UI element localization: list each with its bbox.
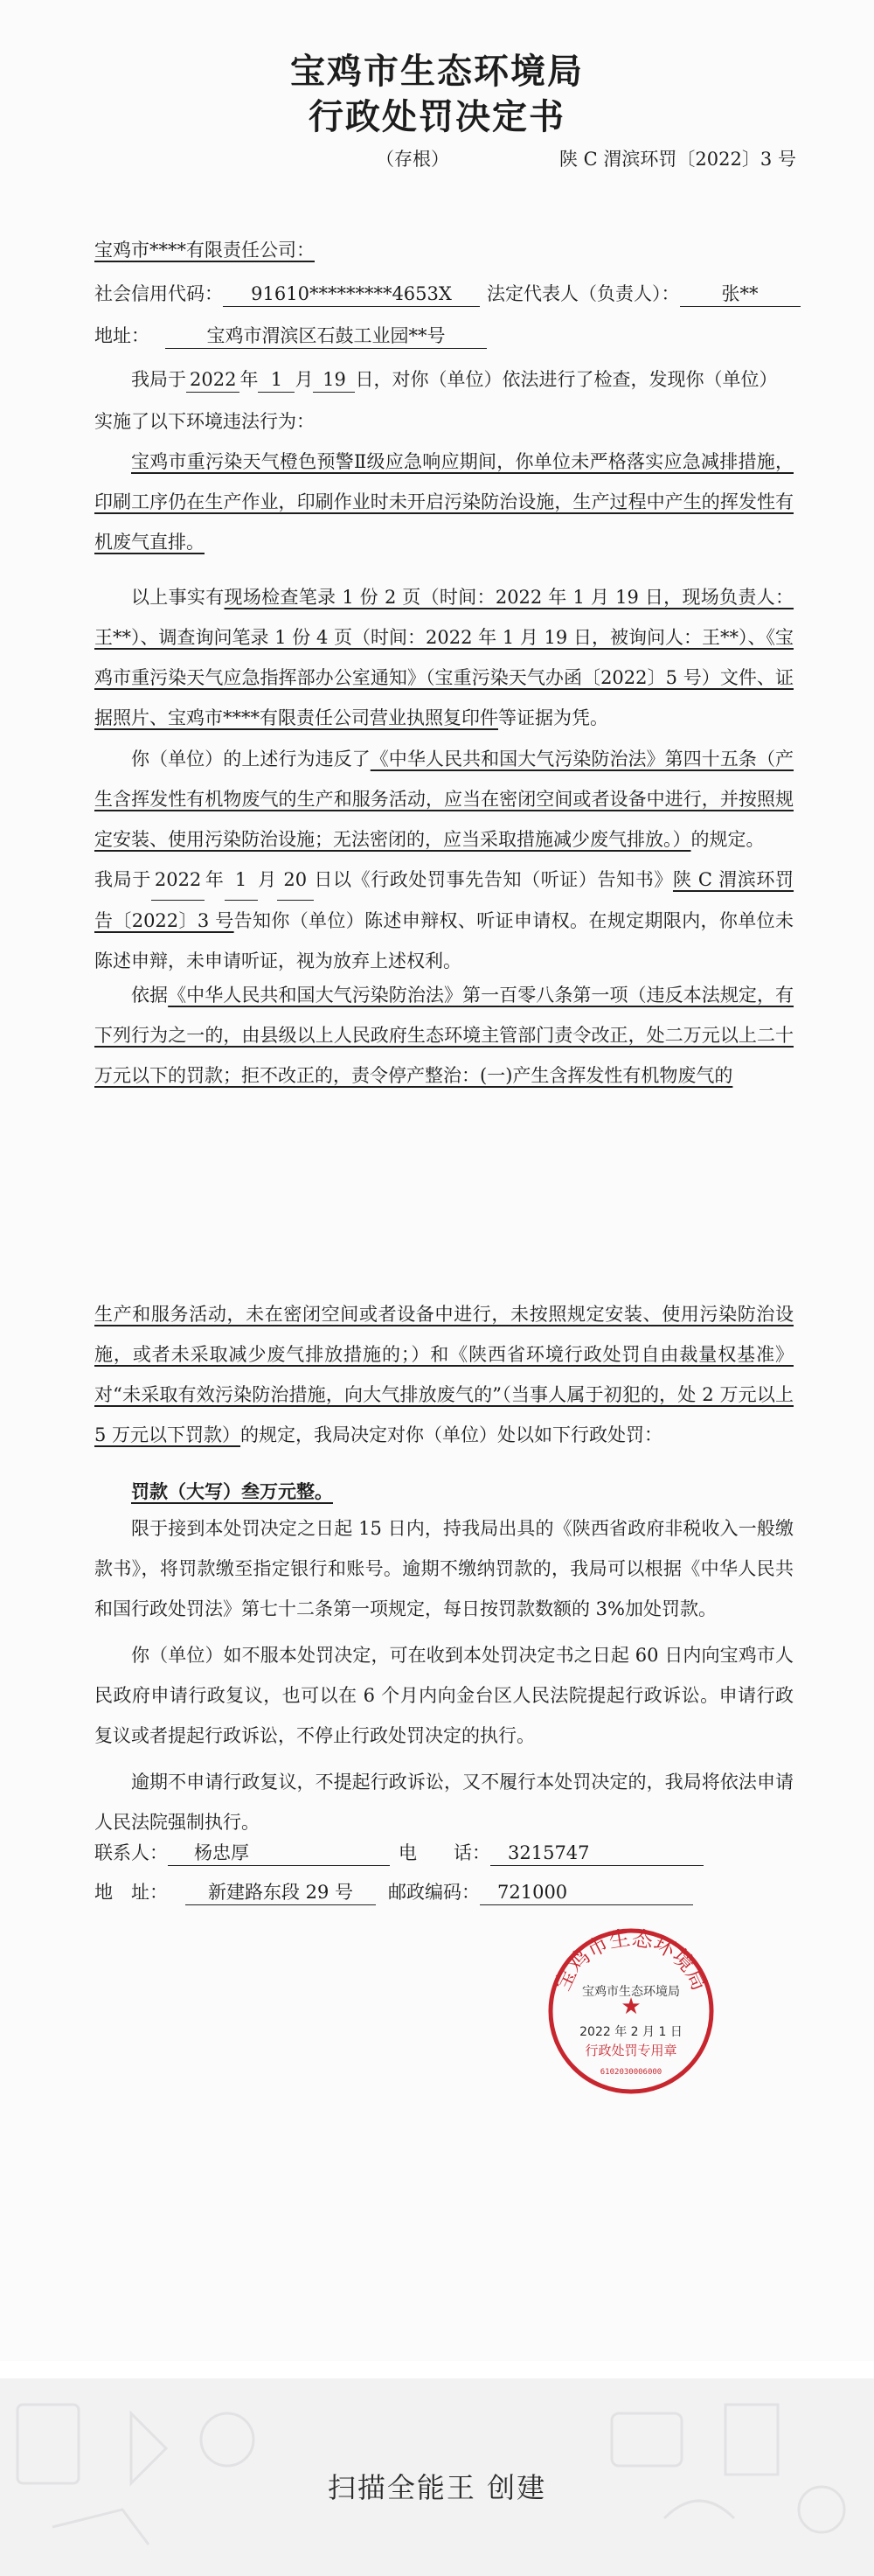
footer-caption: 扫描全能王 创建 (327, 2471, 547, 2504)
basis-text-part2: 生产和服务活动，未在密闭空间或者设备中进行，未按照规定安装、使用污染防治设施，或者未采取减少废气排放措施的；）和《陕西省环境行政处罚自由裁量权基准》对“未采取有效污染防治措施，向大气排放废气的”（当事人属于初犯的，处 2 万元以上 5 万元以下罚款） (94, 1304, 794, 1445)
evidence-prefix: 以上事实有 (131, 587, 225, 608)
legal-rep-value: 张** (680, 282, 801, 307)
contact-phone: 3215747 (490, 1841, 704, 1866)
notice-month-unit: 月 (257, 869, 277, 890)
seal-star-icon: ★ (621, 1994, 642, 2020)
basis-suffix: 的规定，我局决定对你（单位）处以如下行政处罚： (240, 1424, 663, 1445)
payment-paragraph: 限于接到本处罚决定之日起 15 日内，持我局出具的《陕西省政府非税收入一般缴款书》，将罚款缴至指定银行和账号。逾期不缴纳罚款的，我局可以根据《中华人民共和国行政处罚法》第七十二条第一项规定，每日按罚款数额的 3%加处罚款。 (94, 1518, 794, 1619)
notice-year-unit: 年 (205, 869, 225, 890)
contact-person: 杨忠厚 (168, 1841, 390, 1866)
notice-year: 2022 (151, 860, 205, 901)
notice-day: 20 (277, 860, 314, 901)
notice-number: 陕 C 渭滨环罚告〔2022〕3 号 (94, 869, 794, 931)
address-label: 地址： (94, 325, 149, 346)
violation-text: 宝鸡市重污染天气橙色预警Ⅱ级应急响应期间，你单位未严格落实应急减排措施，印刷工序仍在生产作业，印刷作业时未开启污染防治设施，生产过程中产生的挥发性有机废气直排。 (94, 451, 794, 553)
notice-suffix: 告知你（单位）陈述申辩权、听证申请权。在规定期限内，你单位未陈述申辩，未申请听证，视为放弃上述权利。 (94, 910, 794, 971)
seal-ring-text: 宝鸡市生态环境局 (550, 1925, 712, 1995)
stub-label: （存根） (376, 149, 449, 170)
contact-phone-label: 电 话： (399, 1842, 490, 1863)
intro-year-unit: 年 (239, 369, 259, 390)
appeal-paragraph: 你（单位）如不服本处罚决定，可在收到本处罚决定书之日起 60 日内向宝鸡市人民政府申请行政复议，也可以在 6 个月内向金台区人民法院提起行政诉讼。申请行政复议或者提起行政诉讼，不停止行政处罚决定的执行。 (94, 1645, 794, 1746)
intro-year: 2022 (186, 367, 239, 393)
seal-bottom-text: 行政处罚专用章 (585, 2043, 677, 2058)
seal-inner-text: 宝鸡市生态环境局 (582, 1985, 680, 1999)
notice-prefix: 我局于 (94, 869, 151, 890)
agency-title: 宝鸡市生态环境局 (290, 52, 584, 92)
intro-month: 1 (258, 367, 295, 393)
contact-person-label: 联系人： (94, 1842, 168, 1863)
evidence-suffix: 等证据为凭。 (498, 707, 608, 728)
notice-mid: 日以《行政处罚事先告知（听证）告知书》 (313, 869, 673, 890)
intro-day: 19 (313, 367, 355, 393)
scanner-footer (0, 2378, 874, 2576)
seal-code: 6102030006000 (600, 2068, 662, 2077)
law-text: 《中华人民共和国大气污染防治法》第四十五条（产生含挥发性有机物废气的生产和服务活动，应当在密闭空间或者设备中进行，并按照规定安装、使用污染防治设施；无法密闭的，应当采取措施减少废气排放。） (94, 748, 794, 850)
legal-rep-label: 法定代表人（负责人）： (487, 283, 680, 304)
intro-prefix: 我局于 (131, 369, 186, 390)
enforcement-paragraph: 逾期不申请行政复议，不提起行政诉讼，又不履行本处罚决定的，我局将依法申请人民法院强制执行。 (94, 1772, 794, 1833)
credit-code-row (94, 282, 801, 307)
postcode-value: 721000 (480, 1880, 693, 1905)
law-paragraph (94, 739, 794, 981)
address-row (94, 324, 487, 349)
notice-month: 1 (225, 860, 258, 901)
party-name: 宝鸡市****有限责任公司： (94, 240, 315, 261)
credit-code-value: 91610*********4653X (223, 282, 480, 307)
basis-prefix: 依据 (131, 985, 169, 1006)
intro-line-2: 实施了以下环境违法行为： (94, 411, 315, 432)
contact-row (94, 1841, 704, 1866)
document-type-title: 行政处罚决定书 (309, 97, 565, 137)
postcode-label: 邮政编码： (388, 1882, 480, 1903)
violation-paragraph (94, 442, 794, 562)
intro-month-unit: 月 (295, 369, 314, 390)
intro-line (131, 367, 777, 393)
evidence-paragraph (94, 577, 794, 738)
contact-address: 新建路东段 29 号 (185, 1880, 376, 1905)
contact-address-label: 地 址： (94, 1882, 168, 1903)
address-contact-row (94, 1880, 693, 1905)
law-suffix: 的规定。 (690, 829, 765, 850)
basis-paragraph-part2 (94, 1294, 794, 1455)
seal-date: 2022 年 2 月 1 日 (579, 2025, 683, 2039)
basis-text-part1: 《中华人民共和国大气污染防治法》第一百零八条第一项（违反本法规定，有下列行为之一的，由县级以上人民政府生态环境主管部门责令改正，处二万元以上二十万元以下的罚款；拒不改正的，责令停产整治：(一)产生含挥发性有机物废气的 (94, 985, 794, 1086)
law-prefix: 你（单位）的上述行为违反了 (131, 748, 371, 769)
evidence-content: 现场检查笔录 1 份 2 页（时间：2022 年 1 月 19 日，现场负责人：王**）、调查询问笔录 1 份 4 页（时间：2022 年 1 月 19 日，被询问人：王**）、《宝鸡市重污染天气应急指挥部办公室通知》（宝重污染天气办函〔2022〕5 号）文件、证据照片、宝鸡市****有限责任公司营业执照复印件 (94, 587, 794, 728)
basis-paragraph-part1 (94, 975, 794, 1096)
address-value: 宝鸡市渭滨区石鼓工业园**号 (165, 324, 487, 349)
credit-code-label: 社会信用代码： (94, 283, 223, 304)
penalty-amount: 罚款（大写）叁万元整。 (131, 1480, 333, 1502)
official-seal (544, 1924, 718, 2099)
document-number: 陕 C 渭滨环罚〔2022〕3 号 (559, 149, 796, 170)
intro-suffix: 日，对你（单位）依法进行了检查，发现你（单位） (355, 369, 778, 390)
